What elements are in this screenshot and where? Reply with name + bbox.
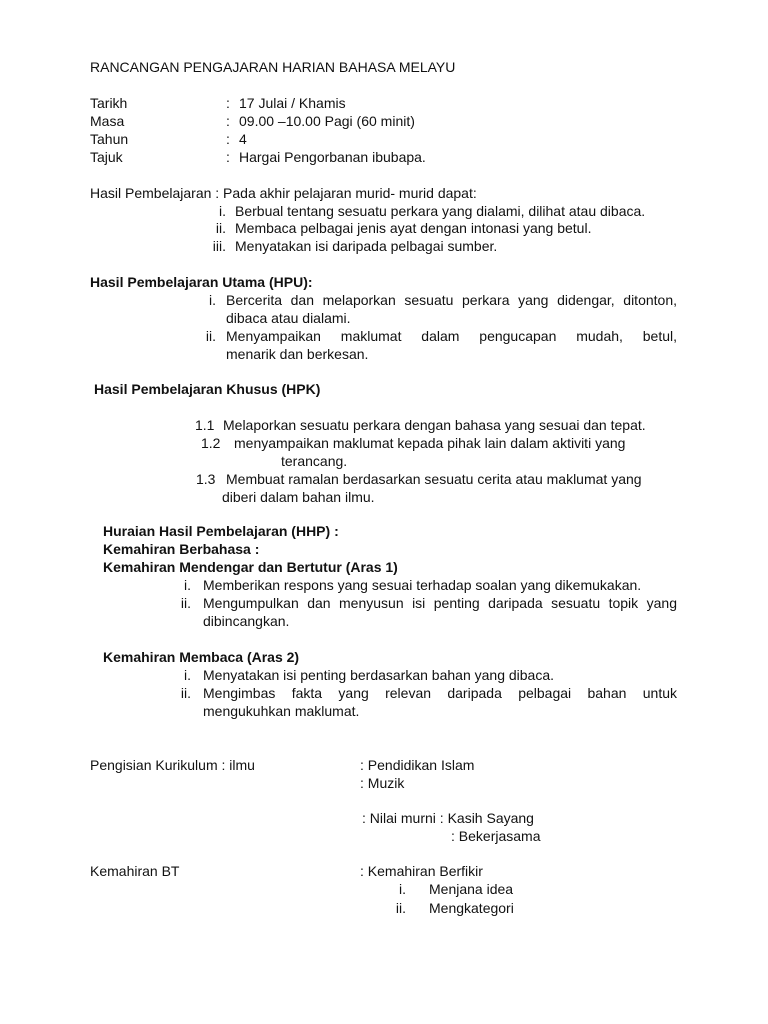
bt-label: Kemahiran BT [90,863,180,879]
info-sep: : [226,95,230,111]
nilai-murni-label: : Nilai murni : Kasih Sayang [362,810,534,826]
bt-value: : Kemahiran Berfikir [360,863,483,879]
list-number: ii. [205,328,216,344]
info-value-masa: 09.00 –10.00 Pagi (60 minit) [239,113,415,129]
info-label-tajuk: Tajuk [90,149,123,165]
info-label-masa: Masa [90,113,125,129]
list-number: i. [399,881,406,897]
list-number: i. [209,292,216,308]
list-number: ii. [395,900,406,916]
list-item-continuation: dibincangkan. [203,613,290,629]
list-number: ii. [180,685,191,701]
list-number: ii. [180,595,191,611]
list-item: Menjana idea [429,881,514,897]
nilai-murni-item: : Bekerjasama [451,828,541,844]
list-item: Mengimbas fakta yang relevan daripada pelbagai bahan untuk [203,685,677,701]
info-value-tajuk: Hargai Pengorbanan ibubapa. [239,149,426,165]
hpu-heading: Hasil Pembelajaran Utama (HPU): [90,274,313,290]
kurikulum-ilmu-item: : Pendidikan Islam [360,757,475,773]
list-item: Menyatakan isi daripada pelbagai sumber. [235,238,498,254]
list-item: Memberikan respons yang sesuai terhadap soalan yang dikemukakan. [203,577,642,593]
list-number: i. [219,203,226,219]
list-number: iii. [212,238,226,254]
list-number: 1.3 [196,471,216,487]
info-label-tarikh: Tarikh [90,95,128,111]
hhp-subheading: Kemahiran Mendengar dan Bertutur (Aras 1) [103,559,398,575]
list-item: Menyatakan isi penting berdasarkan bahan yang dibaca. [203,667,555,683]
list-item: Mengkategori [429,900,514,916]
hpk-heading: Hasil Pembelajaran Khusus (HPK) [94,381,321,397]
list-item: Berbual tentang sesuatu perkara yang dialami, dilihat atau dibaca. [235,203,646,219]
info-sep: : [226,131,230,147]
list-item: Menyampaikan maklumat dalam pengucapan mudah, betul, [226,328,677,344]
list-item: Membuat ramalan berdasarkan sesuatu cerita atau maklumat yang [226,471,642,487]
list-number: ii. [215,220,226,236]
list-item: Bercerita dan melaporkan sesuatu perkara yang didengar, ditonton, [226,292,677,308]
list-item-continuation: menarik dan berkesan. [226,346,369,362]
document-title: RANCANGAN PENGAJARAN HARIAN BAHASA MELAYU [90,59,456,75]
list-item: Membaca pelbagai jenis ayat dengan intonasi yang betul. [235,220,592,236]
info-value-tarikh: 17 Julai / Khamis [239,95,346,111]
membaca-heading: Kemahiran Membaca (Aras 2) [103,649,300,665]
info-label-tahun: Tahun [90,131,129,147]
hasil-intro: Hasil Pembelajaran : Pada akhir pelajaran murid- murid dapat: [90,185,477,201]
list-item: Melaporkan sesuatu perkara dengan bahasa yang sesuai dan tepat. [223,417,646,433]
list-item: menyampaikan maklumat kepada pihak lain dalam aktiviti yang [234,435,626,451]
list-item-continuation: terancang. [281,453,348,469]
list-item-continuation: dibaca atau dialami. [226,310,351,326]
list-item-continuation: mengukuhkan maklumat. [203,703,360,719]
list-number: i. [184,577,191,593]
info-sep: : [226,149,230,165]
kurikulum-label: Pengisian Kurikulum : ilmu [90,757,255,773]
info-value-tahun: 4 [239,131,247,147]
info-sep: : [226,113,230,129]
list-number: 1.1 [195,417,215,433]
list-item-continuation: diberi dalam bahan ilmu. [222,489,375,505]
hhp-subheading: Kemahiran Berbahasa : [103,541,260,557]
list-number: i. [184,667,191,683]
kurikulum-ilmu-item: : Muzik [360,775,405,791]
hhp-heading: Huraian Hasil Pembelajaran (HHP) : [103,523,339,539]
list-number: 1.2 [201,435,221,451]
list-item: Mengumpulkan dan menyusun isi penting daripada sesuatu topik yang [203,595,677,611]
